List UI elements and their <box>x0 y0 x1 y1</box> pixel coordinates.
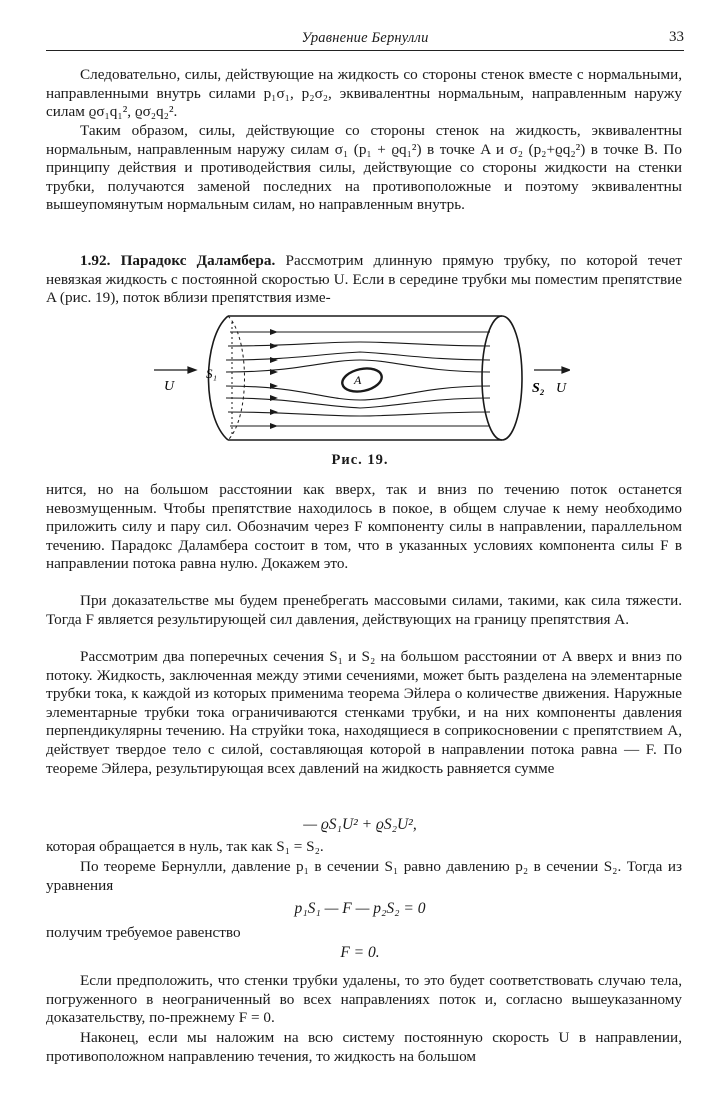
formula-f-zero: F = 0. <box>340 944 380 961</box>
streamline-arrows <box>270 329 278 429</box>
running-header <box>46 28 684 51</box>
streamline <box>228 342 490 346</box>
section-heading: 1.92. Парадокс Даламбера. <box>80 252 276 269</box>
section-intro-text: Рассмотрим длинную прямую трубку, по которой течет невязкая жидкость с постоянной скоростью U. Если в середине трубки мы поместим препятствие A (рис. 19), поток вблизи препятствия изме- <box>46 252 683 307</box>
text-after-formula2: получим требуемое равенство <box>46 924 241 941</box>
paragraph-continued: нится, но на большом расстоянии как вверх, так и вниз по течению поток останется невозмущенным. Чтобы препятствие находилось в покое, в общем случае к нему необходимо приложить силу и пару сил. Обозначим через F компоненту силы в направлении, параллельном течению. Парадокс Даламбера состоит в том, что в указанных условиях компонента силы F в направлении потока равна нулю. Докажем это. <box>46 481 682 573</box>
streamline <box>226 352 490 360</box>
paragraph-walls-removed: Если предположить, что стенки трубки удалены, то это будет соответствовать случаю тела, погруженного в неограниченный во всех направлениях поток и, согласно вышеуказанному доказательству, по-прежнему F = 0. <box>46 972 682 1027</box>
paragraph-final: Наконец, если мы наложим на всю систему постоянную скорость U в направлении, противоположном направлению течения, то жидкость на большом <box>46 1029 682 1065</box>
obstacle-a <box>340 365 384 395</box>
streamline <box>228 412 490 416</box>
page-number: 33 <box>669 29 684 45</box>
formula-momentum-sum: — ϱS₁U² + ϱS₂U², <box>303 816 417 833</box>
paragraph-forces-normal: Следовательно, силы, действующие на жидкость со стороны стенок вместе с нормальными, направленными внутрь силами p₁σ₁, p₂σ₂, эквивалентны нормальным, направленным наружу силам ϱσ₁q₁², ϱσ₂q₂². <box>46 66 682 121</box>
section-dalamber-intro <box>46 252 682 308</box>
formula-pressure-balance: p₁S₁ — F — p₂S₂ = 0 <box>294 900 426 917</box>
tube-right-end <box>482 316 522 440</box>
paragraph-sections: Рассмотрим два поперечных сечения S₁ и S₂ на большом расстоянии от A вверх и вниз по потоку. Жидкость, заключенная между этими сечениями, может быть разделена на элементарные трубки тока, к каждой из которых применима теорема Эйлера о количестве движения. Наружные элементарные трубки тока ограничиваются стенками трубки, и на них компоненты давления перпендикулярны течению. На струйки тока, находящиеся в соприкосновении с препятствием A, действует твердое тело с силой, составляющая которой в направлении потока равна — F. По теореме Эйлера, результирующая всех давлений на жидкость равняется сумме <box>46 648 682 777</box>
figure-tube-diagram <box>150 308 570 448</box>
label-section-s1: S₁ <box>206 366 218 381</box>
paragraph-forces-walls: Таким образом, силы, действующие со стороны стенок на жидкость, эквивалентны нормальным, направленным наружу силам σ₁ (p₁ + ϱq₁²) в точке A и σ₂ (p₂+ϱq₂²) в точке B. По принципу действия и противодействия силы, действующие со стороны жидкости на стенки трубки, получаются заменой последних на противоположные и поэтому эквивалентны вышеупомянутым нормальным силам, но направленным внутрь. <box>46 122 682 214</box>
tube-left-end-back <box>228 316 245 440</box>
text-after-formula1: которая обращается в нуль, так как S₁ = S₂. <box>46 838 324 855</box>
label-section-s2: S₂ <box>532 381 545 396</box>
paragraph-mass-forces: При доказательстве мы будем пренебрегать массовыми силами, такими, как сила тяжести. Тогда F является результирующей сил давления, действующих на границу препятствия A. <box>46 592 682 628</box>
figure-caption: Рис. 19. <box>331 452 389 468</box>
label-velocity-in: U <box>164 379 175 394</box>
paragraph-bernoulli: По теореме Бернулли, давление p₁ в сечении S₁ равно давлению p₂ в сечении S₂. Тогда из уравнения <box>46 858 682 894</box>
label-velocity-out: U <box>556 381 567 396</box>
header-title: Уравнение Бернулли <box>301 30 429 46</box>
label-obstacle-a: A <box>354 373 362 387</box>
